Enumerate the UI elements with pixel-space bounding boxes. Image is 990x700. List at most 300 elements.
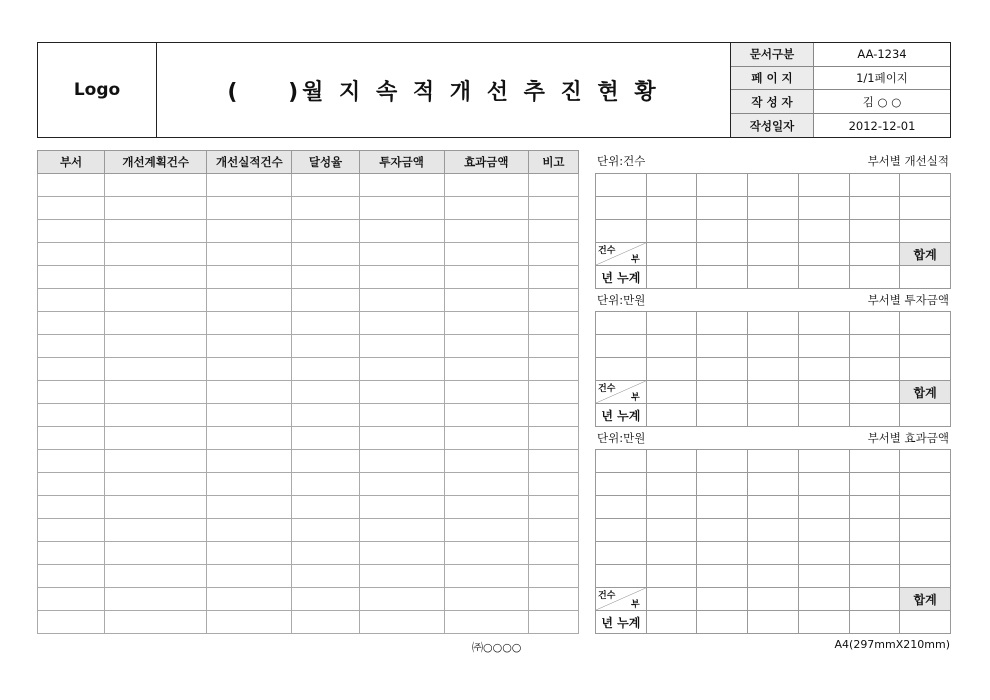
table-cell[interactable] (105, 496, 207, 519)
ytd-cell[interactable] (646, 611, 697, 634)
ytd-label: 년 누계 (596, 404, 647, 427)
grid-row (596, 174, 951, 197)
table-cell[interactable] (528, 565, 578, 588)
table-cell[interactable] (528, 427, 578, 450)
grid-cell[interactable] (849, 220, 900, 243)
grid-cell[interactable] (748, 312, 799, 335)
table-cell[interactable] (528, 496, 578, 519)
ytd-cell[interactable] (798, 404, 849, 427)
table-cell[interactable] (444, 611, 528, 634)
table-cell[interactable] (444, 519, 528, 542)
table-cell[interactable] (38, 450, 105, 473)
diagonal-label-count: 건수 (598, 384, 616, 394)
table-cell[interactable] (105, 220, 207, 243)
table-cell[interactable] (359, 496, 444, 519)
grid-cell[interactable] (900, 496, 951, 519)
table-cell[interactable] (444, 588, 528, 611)
table-cell[interactable] (105, 542, 207, 565)
table-cell[interactable] (292, 266, 359, 289)
grid-cell[interactable] (798, 312, 849, 335)
column-header-investment: 투자금액 (359, 151, 444, 174)
table-cell[interactable] (38, 289, 105, 312)
table-cell[interactable] (207, 220, 292, 243)
table-cell[interactable] (38, 427, 105, 450)
table-cell[interactable] (359, 335, 444, 358)
table-cell[interactable] (528, 404, 578, 427)
table-cell[interactable] (444, 197, 528, 220)
grid-cell[interactable] (748, 197, 799, 220)
table-cell[interactable] (105, 427, 207, 450)
table-cell[interactable] (292, 220, 359, 243)
grid-cell[interactable] (697, 220, 748, 243)
table-cell[interactable] (292, 243, 359, 266)
grid-cell[interactable] (849, 565, 900, 588)
table-cell[interactable] (292, 404, 359, 427)
grid-cell[interactable] (748, 174, 799, 197)
grid-cell[interactable] (646, 496, 697, 519)
grid-cell[interactable] (849, 542, 900, 565)
table-cell[interactable] (292, 174, 359, 197)
table-cell[interactable] (359, 243, 444, 266)
grid-cell[interactable] (900, 450, 951, 473)
table-cell[interactable] (528, 381, 578, 404)
table-cell[interactable] (105, 588, 207, 611)
table-cell[interactable] (38, 243, 105, 266)
grid-cell[interactable] (900, 519, 951, 542)
table-cell[interactable] (444, 335, 528, 358)
table-cell[interactable] (105, 450, 207, 473)
table-cell[interactable] (38, 312, 105, 335)
grid-cell[interactable] (697, 312, 748, 335)
table-cell[interactable] (528, 450, 578, 473)
grid-cell[interactable] (900, 312, 951, 335)
table-cell[interactable] (359, 519, 444, 542)
ytd-cell[interactable] (900, 404, 951, 427)
grid-cell[interactable] (900, 358, 951, 381)
diagonal-header-cell (596, 588, 647, 611)
table-cell[interactable] (359, 289, 444, 312)
dept-effect-chart-table (595, 449, 951, 634)
table-row (38, 588, 579, 611)
grid-cell[interactable] (798, 496, 849, 519)
department-cell[interactable] (798, 381, 849, 404)
department-cell[interactable] (646, 588, 697, 611)
grid-row (596, 197, 951, 220)
grid-cell[interactable] (596, 174, 647, 197)
department-cell[interactable] (849, 243, 900, 266)
table-cell[interactable] (38, 588, 105, 611)
grid-cell[interactable] (596, 542, 647, 565)
table-cell[interactable] (444, 174, 528, 197)
table-row (38, 266, 579, 289)
grid-cell[interactable] (596, 565, 647, 588)
grid-cell[interactable] (646, 473, 697, 496)
table-cell[interactable] (444, 404, 528, 427)
table-row (38, 335, 579, 358)
table-cell[interactable] (105, 243, 207, 266)
department-cell[interactable] (697, 588, 748, 611)
table-cell[interactable] (528, 519, 578, 542)
panel-unit-label: 단위:건수 (597, 154, 646, 168)
grid-cell[interactable] (798, 335, 849, 358)
table-cell[interactable] (207, 174, 292, 197)
grid-cell[interactable] (697, 565, 748, 588)
table-cell[interactable] (207, 611, 292, 634)
grid-cell[interactable] (646, 519, 697, 542)
table-cell[interactable] (528, 542, 578, 565)
ytd-cell[interactable] (646, 266, 697, 289)
table-cell[interactable] (444, 473, 528, 496)
grid-cell[interactable] (596, 312, 647, 335)
table-cell[interactable] (528, 289, 578, 312)
department-cell[interactable] (646, 243, 697, 266)
table-cell[interactable] (207, 404, 292, 427)
document-header (37, 42, 951, 138)
grid-cell[interactable] (646, 450, 697, 473)
table-cell[interactable] (292, 358, 359, 381)
paper-size-label: A4(297mmX210mm) (834, 638, 950, 651)
grid-cell[interactable] (900, 565, 951, 588)
table-cell[interactable] (444, 450, 528, 473)
department-cell[interactable] (798, 588, 849, 611)
grid-cell[interactable] (849, 450, 900, 473)
table-cell[interactable] (105, 473, 207, 496)
table-cell[interactable] (359, 611, 444, 634)
table-cell[interactable] (292, 312, 359, 335)
grid-cell[interactable] (798, 358, 849, 381)
ytd-cell[interactable] (900, 611, 951, 634)
department-cell[interactable] (748, 588, 799, 611)
table-cell[interactable] (38, 473, 105, 496)
grid-cell[interactable] (748, 496, 799, 519)
diagonal-header-cell (596, 243, 647, 266)
table-cell[interactable] (528, 266, 578, 289)
table-cell[interactable] (292, 611, 359, 634)
grid-cell[interactable] (900, 542, 951, 565)
department-cell[interactable] (849, 588, 900, 611)
grid-cell[interactable] (697, 197, 748, 220)
table-cell[interactable] (292, 473, 359, 496)
grid-cell[interactable] (900, 174, 951, 197)
table-cell[interactable] (292, 588, 359, 611)
table-cell[interactable] (292, 519, 359, 542)
table-row (38, 450, 579, 473)
grid-cell[interactable] (849, 358, 900, 381)
grid-cell[interactable] (748, 358, 799, 381)
ytd-cell[interactable] (849, 404, 900, 427)
table-cell[interactable] (38, 381, 105, 404)
department-cell[interactable] (646, 381, 697, 404)
table-cell[interactable] (105, 197, 207, 220)
table-cell[interactable] (105, 289, 207, 312)
ytd-cell[interactable] (849, 266, 900, 289)
meta-value[interactable]: 2012-12-01 (814, 114, 951, 137)
grid-cell[interactable] (646, 565, 697, 588)
ytd-cell[interactable] (748, 404, 799, 427)
table-cell[interactable] (444, 496, 528, 519)
department-cell[interactable] (697, 381, 748, 404)
grid-cell[interactable] (596, 197, 647, 220)
table-cell[interactable] (292, 496, 359, 519)
table-cell[interactable] (207, 266, 292, 289)
table-cell[interactable] (38, 565, 105, 588)
grid-cell[interactable] (900, 197, 951, 220)
table-cell[interactable] (38, 197, 105, 220)
table-cell[interactable] (444, 381, 528, 404)
table-cell[interactable] (359, 266, 444, 289)
table-cell[interactable] (105, 174, 207, 197)
table-row (38, 542, 579, 565)
grid-cell[interactable] (596, 358, 647, 381)
grid-cell[interactable] (646, 542, 697, 565)
department-cell[interactable] (798, 243, 849, 266)
panel-unit-label: 단위:만원 (597, 431, 646, 445)
grid-axis-row (596, 243, 951, 266)
table-cell[interactable] (38, 519, 105, 542)
table-cell[interactable] (528, 335, 578, 358)
table-cell[interactable] (359, 473, 444, 496)
table-cell[interactable] (105, 565, 207, 588)
table-cell[interactable] (207, 358, 292, 381)
ytd-cell[interactable] (697, 266, 748, 289)
grid-cell[interactable] (798, 565, 849, 588)
table-cell[interactable] (207, 243, 292, 266)
table-cell[interactable] (105, 381, 207, 404)
ytd-cell[interactable] (697, 404, 748, 427)
grid-cell[interactable] (798, 473, 849, 496)
table-cell[interactable] (207, 519, 292, 542)
table-cell[interactable] (207, 450, 292, 473)
table-cell[interactable] (528, 312, 578, 335)
table-cell[interactable] (444, 542, 528, 565)
diagonal-label-count: 건수 (598, 246, 616, 256)
grid-cell[interactable] (798, 542, 849, 565)
table-cell[interactable] (359, 404, 444, 427)
table-cell[interactable] (528, 588, 578, 611)
table-cell[interactable] (528, 358, 578, 381)
grid-cell[interactable] (798, 450, 849, 473)
grid-row (596, 312, 951, 335)
table-cell[interactable] (359, 381, 444, 404)
table-cell[interactable] (38, 542, 105, 565)
table-cell[interactable] (528, 174, 578, 197)
table-cell[interactable] (359, 358, 444, 381)
ytd-label: 년 누계 (596, 611, 647, 634)
grid-row (596, 542, 951, 565)
table-cell[interactable] (292, 335, 359, 358)
grid-cell[interactable] (849, 519, 900, 542)
panel-unit-label: 단위:만원 (597, 293, 646, 307)
table-cell[interactable] (528, 197, 578, 220)
table-cell[interactable] (38, 335, 105, 358)
table-cell[interactable] (528, 243, 578, 266)
ytd-cell[interactable] (849, 611, 900, 634)
table-cell[interactable] (207, 312, 292, 335)
grid-cell[interactable] (697, 174, 748, 197)
table-row (38, 174, 579, 197)
grid-cell[interactable] (646, 358, 697, 381)
table-cell[interactable] (105, 611, 207, 634)
table-cell[interactable] (38, 496, 105, 519)
table-cell[interactable] (444, 220, 528, 243)
department-cell[interactable] (748, 243, 799, 266)
table-row (38, 496, 579, 519)
table-cell[interactable] (444, 565, 528, 588)
grid-cell[interactable] (849, 312, 900, 335)
grid-cell[interactable] (697, 450, 748, 473)
table-cell[interactable] (359, 427, 444, 450)
table-cell[interactable] (207, 473, 292, 496)
table-cell[interactable] (38, 611, 105, 634)
table-cell[interactable] (292, 542, 359, 565)
grid-cell[interactable] (646, 174, 697, 197)
table-cell[interactable] (38, 266, 105, 289)
grid-row (596, 496, 951, 519)
table-cell[interactable] (105, 404, 207, 427)
grid-cell[interactable] (798, 220, 849, 243)
grid-cell[interactable] (596, 450, 647, 473)
grid-cell[interactable] (697, 358, 748, 381)
grid-cell[interactable] (596, 335, 647, 358)
table-cell[interactable] (528, 611, 578, 634)
table-cell[interactable] (38, 220, 105, 243)
grid-cell[interactable] (849, 174, 900, 197)
table-cell[interactable] (444, 312, 528, 335)
ytd-row (596, 611, 951, 634)
grid-row (596, 450, 951, 473)
grid-cell[interactable] (849, 335, 900, 358)
grid-cell[interactable] (900, 220, 951, 243)
table-cell[interactable] (528, 220, 578, 243)
table-cell[interactable] (359, 542, 444, 565)
grid-cell[interactable] (798, 174, 849, 197)
grid-cell[interactable] (798, 519, 849, 542)
grid-cell[interactable] (596, 496, 647, 519)
table-cell[interactable] (105, 312, 207, 335)
table-cell[interactable] (207, 427, 292, 450)
meta-label: 페 이 지 (731, 66, 814, 90)
grid-cell[interactable] (748, 542, 799, 565)
grid-cell[interactable] (849, 197, 900, 220)
ytd-cell[interactable] (646, 404, 697, 427)
table-cell[interactable] (207, 289, 292, 312)
grid-row (596, 565, 951, 588)
table-cell[interactable] (207, 588, 292, 611)
grid-cell[interactable] (900, 473, 951, 496)
table-cell[interactable] (207, 565, 292, 588)
table-cell[interactable] (359, 588, 444, 611)
grid-cell[interactable] (646, 220, 697, 243)
table-cell[interactable] (207, 542, 292, 565)
table-cell[interactable] (38, 404, 105, 427)
table-cell[interactable] (359, 565, 444, 588)
grid-cell[interactable] (646, 312, 697, 335)
grid-cell[interactable] (748, 335, 799, 358)
grid-cell[interactable] (596, 220, 647, 243)
total-label: 합계 (900, 243, 951, 266)
grid-cell[interactable] (900, 335, 951, 358)
table-cell[interactable] (359, 312, 444, 335)
grid-row (596, 358, 951, 381)
grid-cell[interactable] (849, 473, 900, 496)
grid-cell[interactable] (697, 519, 748, 542)
table-cell[interactable] (207, 197, 292, 220)
table-row (38, 519, 579, 542)
grid-cell[interactable] (646, 335, 697, 358)
meta-value[interactable]: AA-1234 (814, 43, 951, 66)
table-cell[interactable] (292, 450, 359, 473)
ytd-cell[interactable] (798, 611, 849, 634)
table-cell[interactable] (105, 335, 207, 358)
table-cell[interactable] (444, 358, 528, 381)
total-label: 합계 (900, 381, 951, 404)
table-cell[interactable] (359, 197, 444, 220)
table-body (38, 174, 579, 634)
meta-value[interactable]: 김 ○ ○ (814, 90, 951, 114)
table-cell[interactable] (292, 381, 359, 404)
grid-cell[interactable] (798, 197, 849, 220)
table-cell[interactable] (359, 220, 444, 243)
table-cell[interactable] (444, 289, 528, 312)
grid-cell[interactable] (697, 473, 748, 496)
table-cell[interactable] (292, 427, 359, 450)
meta-label: 작성일자 (731, 114, 814, 137)
department-cell[interactable] (748, 381, 799, 404)
table-cell[interactable] (444, 427, 528, 450)
grid-cell[interactable] (697, 496, 748, 519)
diagonal-header-cell (596, 381, 647, 404)
department-cell[interactable] (849, 381, 900, 404)
table-cell[interactable] (207, 335, 292, 358)
table-cell[interactable] (292, 197, 359, 220)
table-cell[interactable] (292, 565, 359, 588)
table-cell[interactable] (528, 473, 578, 496)
total-label: 합계 (900, 588, 951, 611)
column-header-remarks: 비고 (528, 151, 578, 174)
table-cell[interactable] (444, 266, 528, 289)
table-cell[interactable] (105, 266, 207, 289)
ytd-cell[interactable] (748, 611, 799, 634)
grid-cell[interactable] (748, 473, 799, 496)
ytd-cell[interactable] (697, 611, 748, 634)
grid-cell[interactable] (646, 197, 697, 220)
ytd-cell[interactable] (900, 266, 951, 289)
grid-cell[interactable] (748, 220, 799, 243)
table-cell[interactable] (292, 289, 359, 312)
grid-cell[interactable] (849, 496, 900, 519)
ytd-cell[interactable] (798, 266, 849, 289)
grid-cell[interactable] (697, 542, 748, 565)
grid-cell[interactable] (748, 519, 799, 542)
table-cell[interactable] (444, 243, 528, 266)
grid-cell[interactable] (596, 473, 647, 496)
ytd-cell[interactable] (748, 266, 799, 289)
grid-cell[interactable] (748, 450, 799, 473)
table-cell[interactable] (359, 450, 444, 473)
grid-cell[interactable] (697, 335, 748, 358)
grid-cell[interactable] (596, 519, 647, 542)
meta-value[interactable]: 1/1페이지 (814, 66, 951, 90)
table-cell[interactable] (38, 174, 105, 197)
table-cell[interactable] (105, 519, 207, 542)
department-cell[interactable] (697, 243, 748, 266)
table-cell[interactable] (359, 174, 444, 197)
grid-cell[interactable] (748, 565, 799, 588)
table-cell[interactable] (105, 358, 207, 381)
table-cell[interactable] (38, 358, 105, 381)
table-cell[interactable] (207, 496, 292, 519)
table-cell[interactable] (207, 381, 292, 404)
